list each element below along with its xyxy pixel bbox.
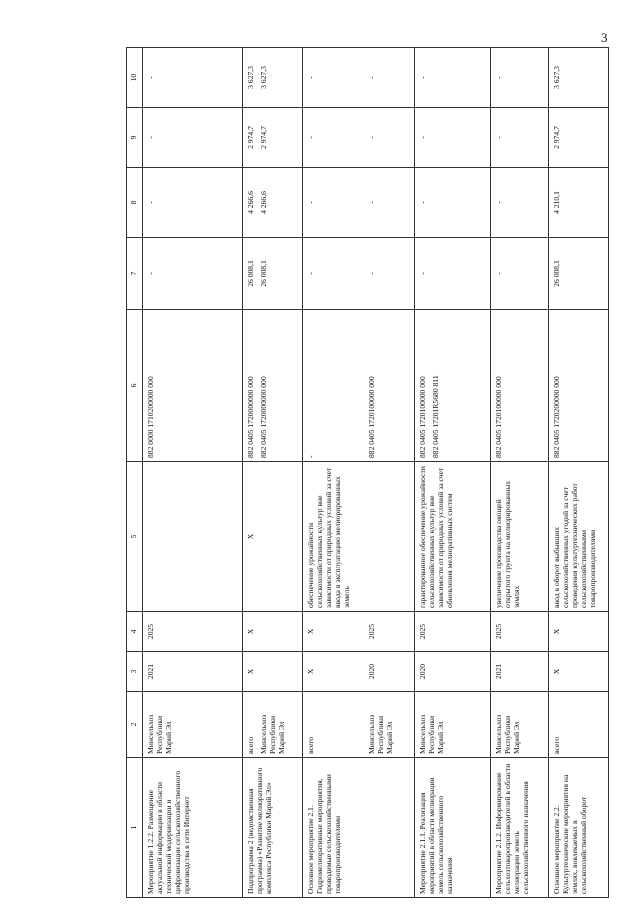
value-col8-total: - [306,201,315,204]
budget-code: 882 0405 1720100000 000 [418,376,427,458]
budget-code-secondary: 882 0405 17201R5680 811 [431,375,441,458]
value-col7: 26 008,1 [259,260,269,287]
budget-code: 882 0000 1710200000 000 [143,310,243,462]
value-col7-cell [243,238,303,310]
end-year: 2025 [415,612,491,652]
value-col10: 3 627,3 [259,66,269,89]
start-year: X [549,652,609,692]
row-title: Мероприятие 2.1.2. Информирование сельхозтоваропроизводителей в области мелиорации земель сельскохозяйственного назначения [491,758,549,898]
value-col9-total: 2 974,7 [246,126,255,149]
start-year: 2021 [143,652,243,692]
value-col10: - [143,48,243,108]
value-col9-cell [303,108,415,168]
value-col8: 4 266,6 [259,191,269,214]
value-col10-total: - [306,76,315,79]
col-header-9: 9 [127,108,143,168]
col-header-5: 5 [127,462,143,612]
value-col8: - [491,168,549,238]
expected-result: ввод в оборот выбывших сельскохозяйственных угодий за счет проведения культуртехнических работ сельскохозяйственными товаропроизводителями [549,462,609,612]
value-col9: - [491,108,549,168]
page-number: 3 [601,30,608,45]
value-col10-cell [243,48,303,108]
end-year: 2025 [491,612,549,652]
executor: Минсельхоз Республики Марий Эл [143,692,243,758]
value-col7-total: 26 008,1 [246,260,255,287]
budget-code-cell [243,310,303,462]
expected-result: обеспечение урожайности сельскохозяйственных культур вне зависимости от природных условий за счет ввода в эксплуатацию мелиорированных земель [303,462,415,612]
value-col7: - [415,238,491,310]
start-year-cell [303,652,415,692]
value-col9-total: - [306,136,315,139]
value-col7: - [143,238,243,310]
table-row [549,48,609,898]
row-title: Мероприятие 2.1.1. Реализация мероприятий в области мелиорации земель сельскохозяйственного назначения [415,758,491,898]
value-col10: - [415,48,491,108]
table-row [243,48,303,898]
executor-cell [243,692,303,758]
budget-code: 882 0405 1720000000 000 [259,376,269,458]
expected-result [143,462,243,612]
value-col10: - [491,48,549,108]
expected-result: X [243,462,303,612]
table-row [491,48,549,898]
value-col9: - [143,108,243,168]
col-header-10: 10 [127,48,143,108]
expected-result: гарантированное обеспечение урожайности сельскохозяйственных культур вне зависимости от природных условий за счет обновления мелиоративных систем [415,462,491,612]
executor: Минсельхоз Республики Марий Эл [491,692,549,758]
executor: Минсельхоз Республики Марий Эл [367,714,395,754]
value-col9: - [367,136,377,139]
end-year: 2025 [143,612,243,652]
end-year: X [243,612,303,652]
end-year: 2025 [367,623,377,640]
value-col7-cell [303,238,415,310]
table-row [415,48,491,898]
start-year: 2020 [415,652,491,692]
end-year-cell [303,612,415,652]
executor-cell [303,692,415,758]
table-row [303,48,415,898]
row-title: Основное мероприятие 2.2. Культуртехнические мероприятия на землях, вовлекаемых в сельскохозяйственный оборот [549,758,609,898]
value-col8: - [367,201,377,204]
value-col9: 2 974,7 [259,126,269,149]
start-year: X [243,652,303,692]
value-col7: - [367,272,377,275]
header-row [127,48,143,898]
value-col10: - [367,76,377,79]
value-col9: - [415,108,491,168]
budget-code: 882 0405 1720100000 000 [491,310,549,462]
end-year-total: X [306,628,315,635]
end-year: X [549,612,609,652]
col-header-7: 7 [127,238,143,310]
value-col8-cell [243,168,303,238]
value-col7: 26 008,1 [549,238,609,310]
row-title: Основное мероприятие 2.1. Гидромелиоративные мероприятия, проводимые сельскохозяйственными товаропроизводителями [303,758,415,898]
budget-code-total: 882 0405 1720000000 000 [246,376,255,458]
budget-code-total: - [306,455,315,458]
value-col9: 2 974,7 [549,108,609,168]
executor-total: всего [246,736,255,754]
budget-code: 882 0405 1720200000 000 [549,310,609,462]
col-header-2: 2 [127,692,143,758]
col-header-6: 6 [127,310,143,462]
value-col10: 3 627,3 [549,48,609,108]
budget-code-cell [415,310,491,462]
col-header-8: 8 [127,168,143,238]
executor: всего [549,692,609,758]
value-col7-total: - [306,272,315,275]
col-header-3: 3 [127,652,143,692]
executor: Минсельхоз Республики Марий Эл [415,692,491,758]
value-col8: 4 210,1 [549,168,609,238]
expected-result: увеличение производства овощей открытого грунта на мелиорированных землях [491,462,549,612]
budget-code-cell [303,310,415,462]
table-row [143,48,243,898]
value-col9-cell [243,108,303,168]
value-col10-cell [303,48,415,108]
rotated-table-container [126,48,639,898]
executor: Минсельхоз Республики Марий Эл [259,714,287,754]
value-col8: - [143,168,243,238]
value-col10-total: 3 627,3 [246,66,255,89]
start-year: 2021 [491,652,549,692]
col-header-1: 1 [127,758,143,898]
col-header-4: 4 [127,612,143,652]
value-col8: - [415,168,491,238]
row-title: Мероприятие 1.2.2. Размещение актуальной информации в области технической модернизации и цифровизации сельскохозяйственного производства в сети Интернет [143,758,243,898]
program-table [126,47,609,898]
value-col7: - [491,238,549,310]
row-title: Подпрограмма 2 (ведомственная программа) «Развитие мелиоративного комплекса Республики Марий Эл» [243,758,303,898]
executor-total: всего [306,736,315,754]
start-year: 2020 [367,663,377,680]
value-col8-total: 4 266,6 [246,191,255,214]
start-year-total: X [306,668,315,675]
value-col8-cell [303,168,415,238]
budget-code: 882 0405 1720100000 000 [367,376,377,458]
